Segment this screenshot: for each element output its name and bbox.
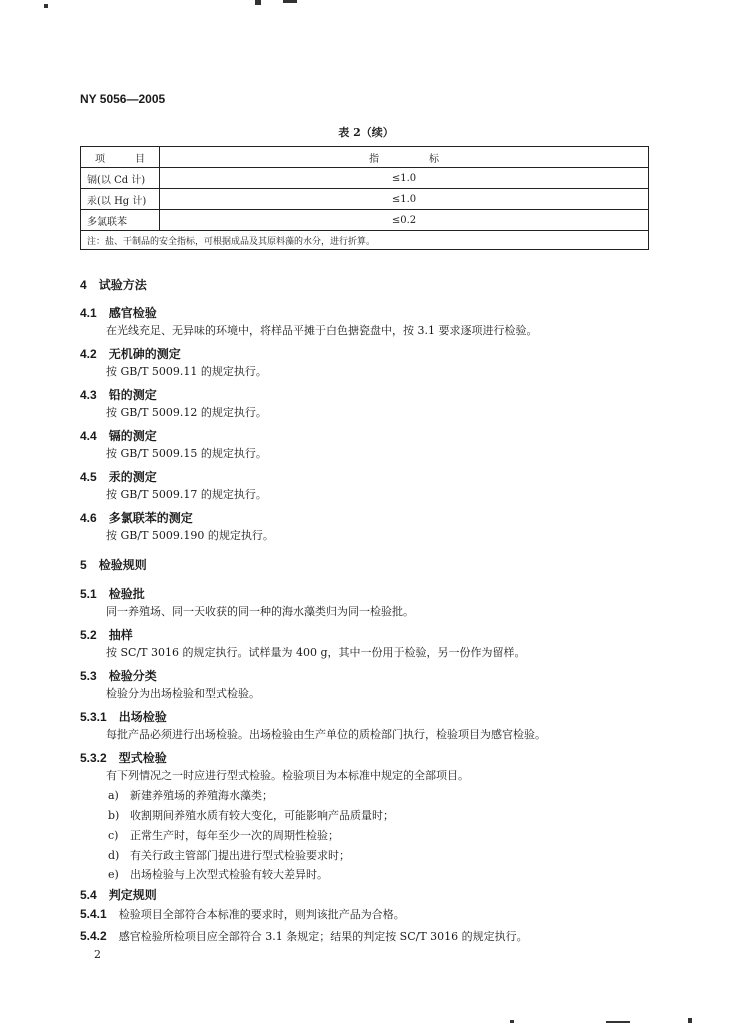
section-4-2-heading: 4.2 无机砷的测定 (80, 347, 181, 361)
scan-speck (283, 0, 297, 3)
section-4-4-text: 按 GB/T 5009.15 的规定执行。 (106, 447, 267, 460)
section-4-3-text: 按 GB/T 5009.12 的规定执行。 (106, 406, 267, 419)
section-5-2-text: 按 SC/T 3016 的规定执行。试样量为 400 g，其中一份用于检验，另一份作为留样。 (106, 646, 526, 659)
section-4-heading: 4 试验方法 (80, 278, 147, 292)
table-caption: 表 2（续） (338, 126, 394, 139)
section-4-4-heading: 4.4 镉的测定 (80, 429, 157, 443)
scan-speck (255, 0, 261, 5)
section-4-5-text: 按 GB/T 5009.17 的规定执行。 (106, 488, 267, 501)
section-4-6-text: 按 GB/T 5009.190 的规定执行。 (106, 529, 274, 542)
scan-speck (606, 1021, 630, 1023)
scan-speck (510, 1020, 514, 1023)
col-index-header: 指 标 (160, 147, 649, 168)
section-5-3-1-text: 每批产品必须进行出场检验。出场检验由生产单位的质检部门执行，检验项目为感官检验。 (106, 728, 546, 741)
table-row (81, 168, 649, 189)
section-5-1-heading: 5.1 检验批 (80, 587, 145, 601)
section-4-5-heading: 4.5 汞的测定 (80, 470, 157, 484)
section-5-3-1-heading: 5.3.1 出场检验 (80, 710, 167, 724)
row-value: ≤1.0 (160, 189, 649, 210)
section-5-3-heading: 5.3 检验分类 (80, 669, 157, 683)
section-4-1-text: 在光线充足、无异味的环境中，将样品平摊于白色搪瓷盘中，按 3.1 要求逐项进行检验。 (106, 324, 538, 337)
section-5-1-text: 同一养殖场、同一天收获的同一种的海水藻类归为同一检验批。 (106, 605, 414, 618)
row-item: 镉(以 Cd 计) (81, 168, 160, 189)
standard-id: NY 5056—2005 (80, 92, 166, 106)
section-5-4-1: 5.4.1 检验项目全部符合本标准的要求时，则判该批产品为合格。 (80, 907, 405, 921)
section-4-3-heading: 4.3 铅的测定 (80, 388, 157, 402)
table-row (81, 189, 649, 210)
section-5-3-2-heading: 5.3.2 型式检验 (80, 751, 167, 765)
row-value: ≤0.2 (160, 210, 649, 231)
section-4-6-heading: 4.6 多氯联苯的测定 (80, 511, 193, 525)
table-row (81, 210, 649, 231)
table-note: 注：盐、干制品的安全指标，可根据成品及其原料藻的水分，进行折算。 (81, 231, 649, 250)
section-5-2-heading: 5.2 抽样 (80, 628, 133, 642)
table-header-row (81, 147, 649, 168)
section-4-2-text: 按 GB/T 5009.11 的规定执行。 (106, 365, 267, 378)
list-item: b) 收割期间养殖水质有较大变化，可能影响产品质量时； (108, 809, 394, 822)
list-item: c) 正常生产时，每年至少一次的周期性检验； (108, 829, 339, 842)
page-number: 2 (94, 948, 101, 961)
section-5-3-2-text: 有下列情况之一时应进行型式检验。检验项目为本标准中规定的全部项目。 (106, 769, 469, 782)
list-item: d) 有关行政主管部门提出进行型式检验要求时； (108, 849, 350, 862)
section-5-3-text: 检验分为出场检验和型式检验。 (106, 687, 260, 700)
col-item-header: 项 目 (81, 147, 160, 168)
row-item: 多氯联苯 (81, 210, 160, 231)
scan-speck (688, 1018, 692, 1023)
spec-table (80, 146, 649, 250)
section-5-heading: 5 检验规则 (80, 558, 147, 572)
row-item: 汞(以 Hg 计) (81, 189, 160, 210)
scan-speck (44, 4, 48, 8)
list-item: e) 出场检验与上次型式检验有较大差异时。 (108, 868, 328, 881)
section-5-4-heading: 5.4 判定规则 (80, 888, 157, 902)
row-value: ≤1.0 (160, 168, 649, 189)
table-note-row (81, 231, 649, 250)
section-4-1-heading: 4.1 感官检验 (80, 306, 157, 320)
list-item: a) 新建养殖场的养殖海水藻类； (108, 789, 273, 802)
section-5-4-2: 5.4.2 感官检验所检项目应全部符合 3.1 条规定；结果的判定按 SC/T 3016 的规定执行。 (80, 929, 528, 943)
